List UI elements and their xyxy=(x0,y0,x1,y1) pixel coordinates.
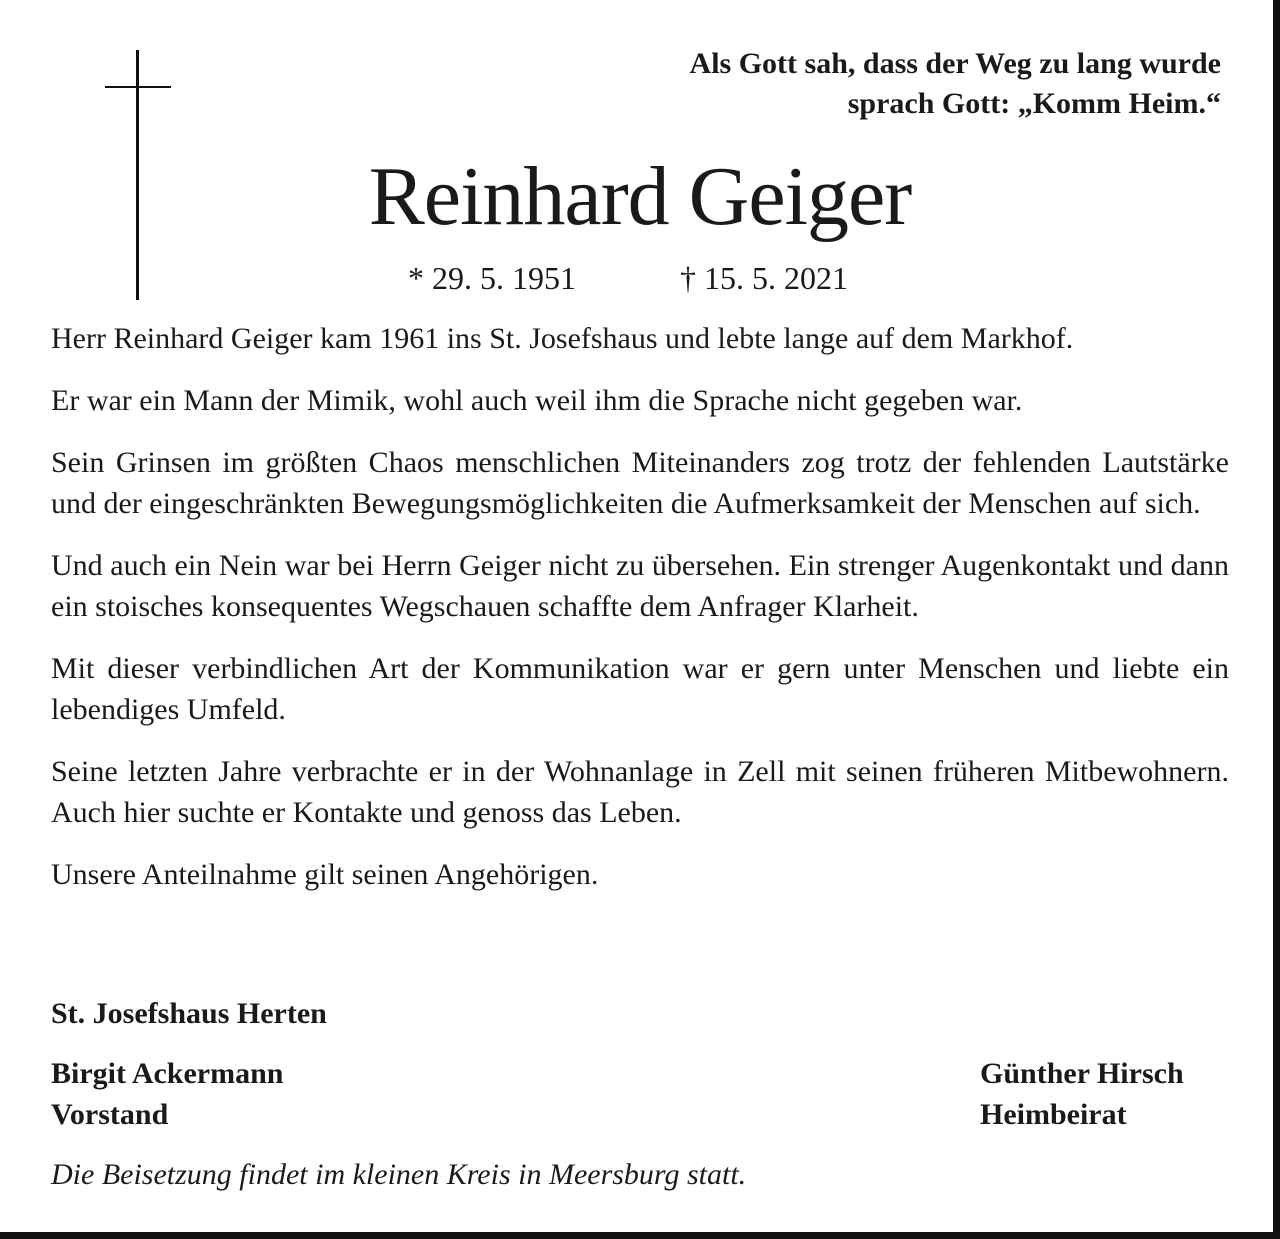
deceased-name: Reinhard Geiger xyxy=(368,150,912,243)
paragraph: Seine letzten Jahre verbrachte er in der Wohnanlage in Zell mit seinen früheren Mitbewohnern. Auch hier suchte er Kontakte und genoss das Leben. xyxy=(51,755,1229,829)
motto-line-1: Als Gott sah, dass der Weg zu lang wurde xyxy=(689,47,1221,80)
death-date: † 15. 5. 2021 xyxy=(680,260,848,296)
signatory-role: Heimbeirat xyxy=(980,1098,1127,1131)
motto-quote xyxy=(690,44,1221,124)
paragraph: Er war ein Mann der Mimik, wohl auch weil ihm die Sprache nicht gegeben war. xyxy=(51,384,1023,417)
motto-line-2: sprach Gott: „Komm Heim.“ xyxy=(847,87,1221,120)
paragraph: Mit dieser verbindlichen Art der Kommunikation war er gern unter Menschen und liebte ein lebendiges Umfeld. xyxy=(51,652,1229,726)
signatory-name: Birgit Ackermann xyxy=(51,1057,284,1090)
organization-name: St. Josefshaus Herten xyxy=(51,997,327,1030)
obituary-text xyxy=(51,318,1229,916)
signatory-left xyxy=(51,1053,284,1135)
signatory-right xyxy=(980,1053,1184,1135)
funeral-note: Die Beisetzung findet im kleinen Kreis in Meersburg statt. xyxy=(51,1158,747,1191)
paragraph: Und auch ein Nein war bei Herrn Geiger nicht zu übersehen. Ein strenger Augenkontakt und dann ein stoisches konsequentes Wegschauen schaffte dem Anfrager Klarheit. xyxy=(51,549,1229,623)
birth-date: * 29. 5. 1951 xyxy=(408,260,576,296)
paragraph: Sein Grinsen im größten Chaos menschlichen Miteinanders zog trotz der fehlenden Lautstärke und der eingeschränkten Bewegungsmöglichkeiten die Aufmerksamkeit der Menschen auf sich. xyxy=(51,446,1229,520)
paragraph: Unsere Anteilnahme gilt seinen Angehörigen. xyxy=(51,858,599,891)
paragraph: Herr Reinhard Geiger kam 1961 ins St. Josefshaus und lebte lange auf dem Markhof. xyxy=(51,322,1074,355)
signatory-role: Vorstand xyxy=(51,1098,169,1131)
signatory-name: Günther Hirsch xyxy=(980,1057,1184,1090)
